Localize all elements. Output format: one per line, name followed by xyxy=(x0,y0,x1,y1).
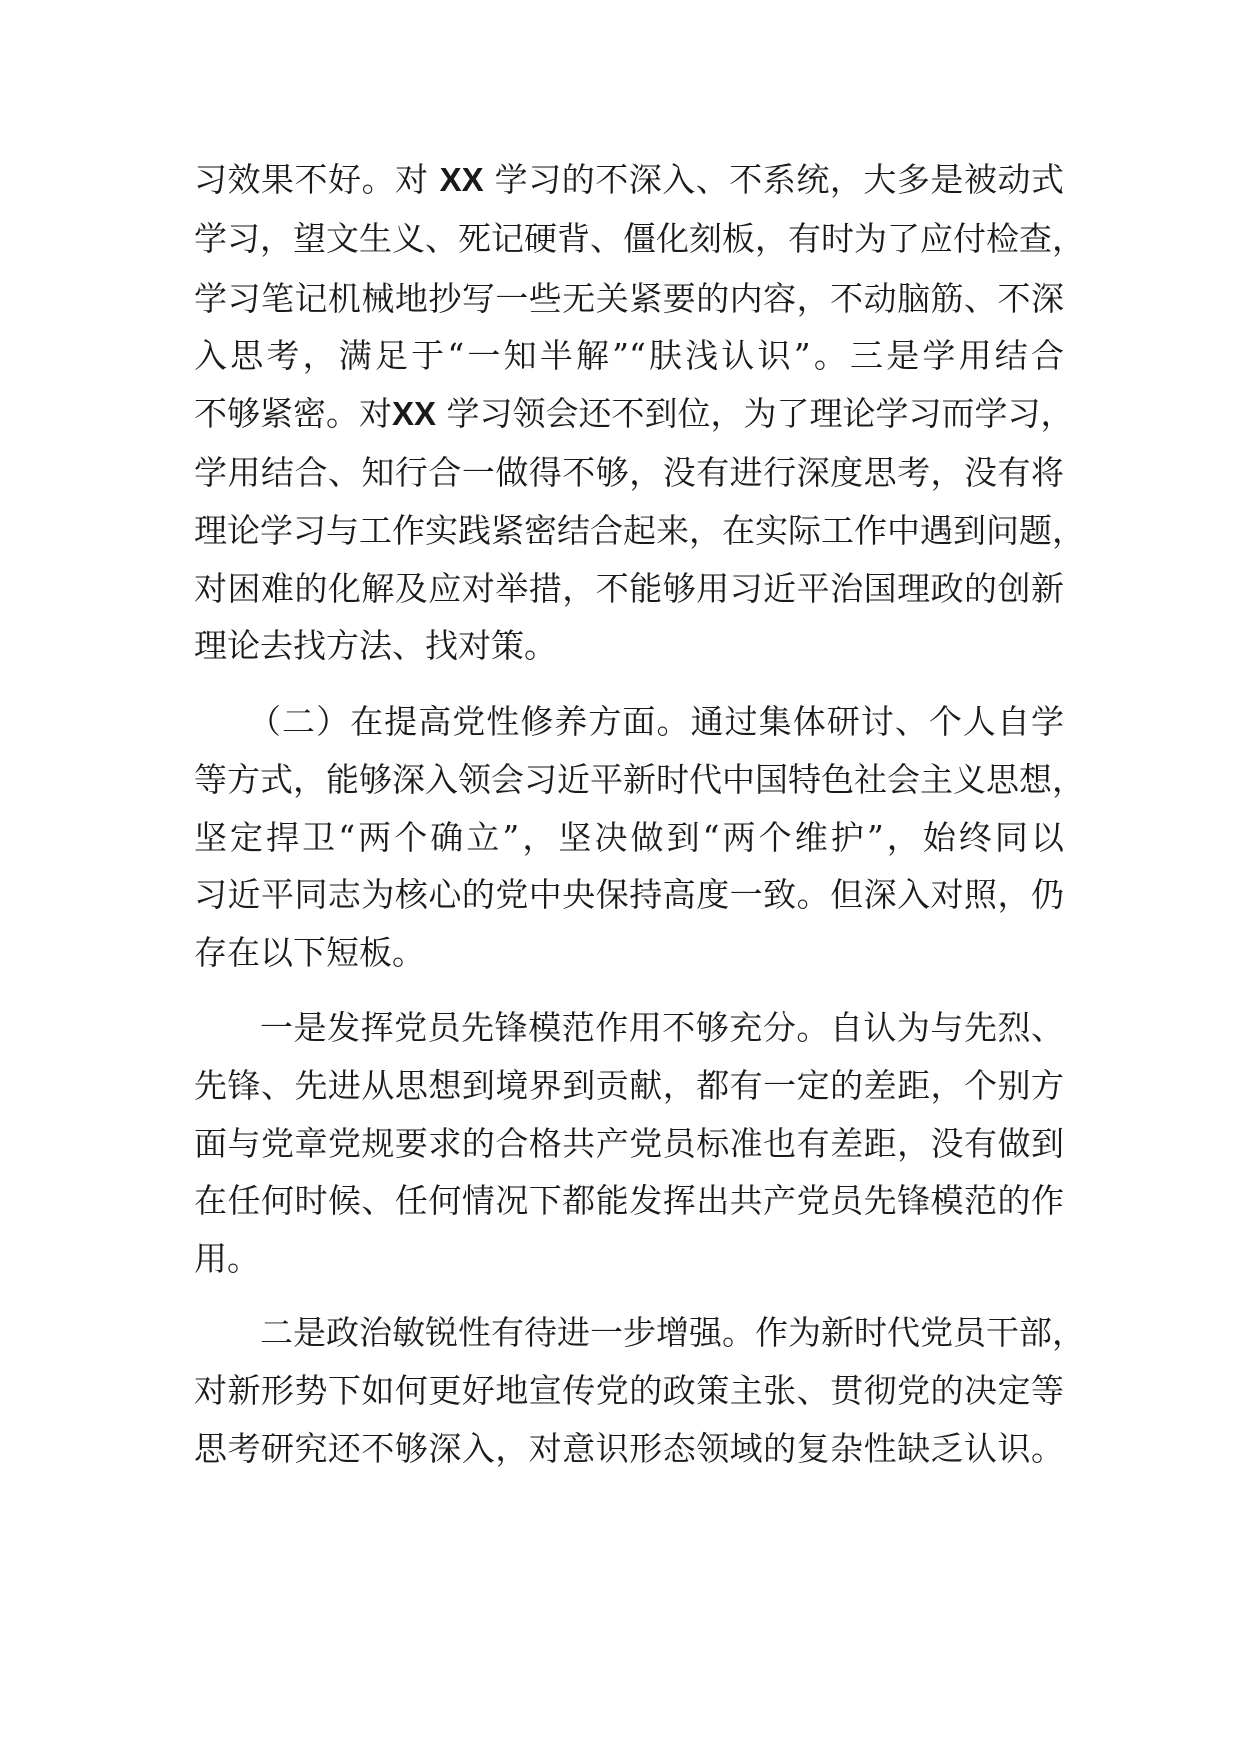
paragraph-1-line-4: 入思考，满足于“一知半解”“肤浅认识”。三是学用结合 xyxy=(194,336,1064,375)
bold-placeholder: XX xyxy=(439,161,484,198)
paragraph-1-line-3: 学习笔记机械地抄写一些无关紧要的内容，不动脑筋、不深 xyxy=(194,279,1064,318)
paragraph-1-line-1 xyxy=(194,154,1064,206)
paragraph-4-line-2: 对新形势下如何更好地宣传党的政策主张、贯彻党的决定等 xyxy=(194,1371,1064,1410)
paragraph-1-line-7: 理论学习与工作实践紧密结合起来，在实际工作中遇到问题， xyxy=(194,511,1085,550)
paragraph-1-line-2: 学习，望文生义、死记硬背、僵化刻板，有时为了应付检查， xyxy=(194,219,1085,258)
text-span: 学习的不深入、不系统，大多是被动式 xyxy=(483,160,1064,199)
paragraph-3-line-5: 用。 xyxy=(194,1239,260,1278)
paragraph-4-line-3: 思考研究还不够深入，对意识形态领域的复杂性缺乏认识。 xyxy=(194,1429,1064,1468)
paragraph-3-line-1: 一是发挥党员先锋模范作用不够充分。自认为与先烈、 xyxy=(260,1008,1064,1047)
text-span: 学习领会还不到位，为了理论学习而学习， xyxy=(436,394,1074,433)
paragraph-2-line-2: 等方式，能够深入领会习近平新时代中国特色社会主义思想， xyxy=(194,760,1085,799)
paragraph-1-line-6: 学用结合、知行合一做得不够，没有进行深度思考，没有将 xyxy=(194,453,1064,492)
paragraph-3-line-3: 面与党章党规要求的合格共产党员标准也有差距，没有做到 xyxy=(194,1124,1064,1163)
paragraph-1-line-5 xyxy=(194,388,1074,440)
text-span: 不够紧密。对 xyxy=(194,394,392,433)
paragraph-2-line-3: 坚定捍卫“两个确立”，坚决做到“两个维护”，始终同以 xyxy=(194,818,1064,857)
paragraph-3-line-4: 在任何时候、任何情况下都能发挥出共产党员先锋模范的作 xyxy=(194,1181,1064,1220)
paragraph-2-line-4: 习近平同志为核心的党中央保持高度一致。但深入对照，仍 xyxy=(194,875,1064,914)
paragraph-4-line-1: 二是政治敏锐性有待进一步增强。作为新时代党员干部， xyxy=(260,1313,1085,1352)
paragraph-1-line-8: 对困难的化解及应对举措，不能够用习近平治国理政的创新 xyxy=(194,569,1064,608)
text-span: 习效果不好。对 xyxy=(194,160,440,199)
paragraph-2-line-5: 存在以下短板。 xyxy=(194,933,425,972)
paragraph-3-line-2: 先锋、先进从思想到境界到贡献，都有一定的差距，个别方 xyxy=(194,1066,1064,1105)
paragraph-1-line-9: 理论去找方法、找对策。 xyxy=(194,626,557,665)
bold-placeholder: XX xyxy=(392,395,437,432)
paragraph-2-line-1: （二）在提高党性修养方面。通过集体研讨、个人自学 xyxy=(248,702,1064,741)
